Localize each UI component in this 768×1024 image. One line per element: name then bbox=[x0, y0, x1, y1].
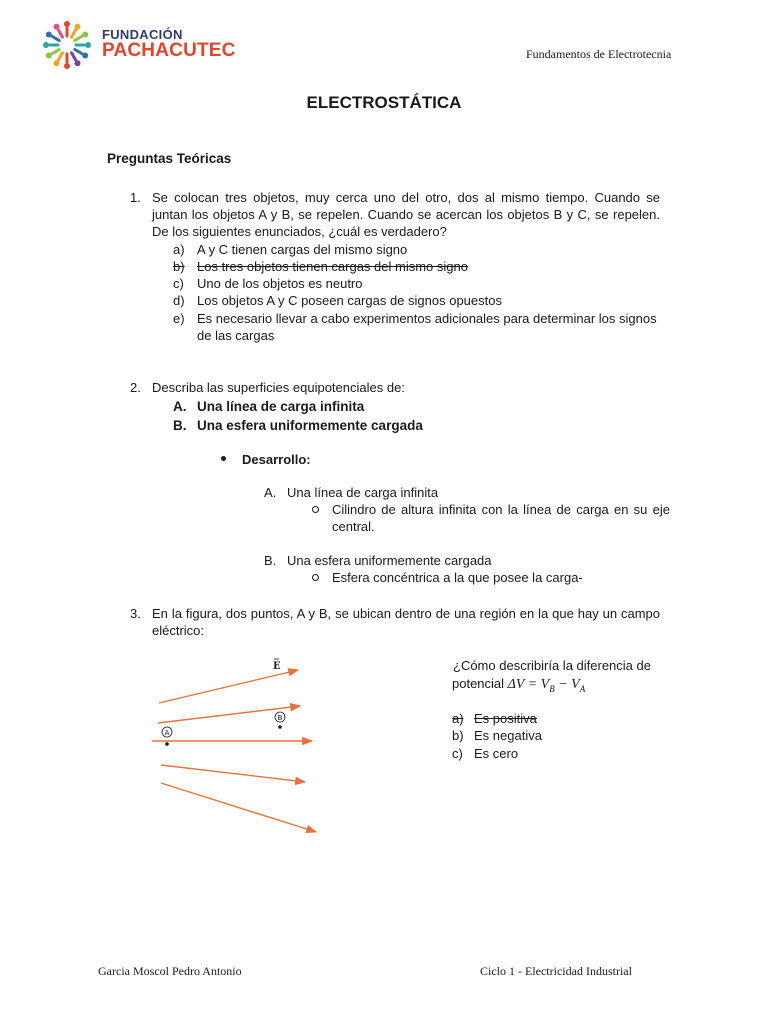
q1-number: 1. bbox=[130, 190, 141, 205]
q2-item-a-letter: A. bbox=[173, 399, 187, 414]
q2-item-b-letter: B. bbox=[173, 418, 187, 433]
point-b-label: B bbox=[277, 714, 283, 722]
field-line bbox=[159, 670, 298, 703]
dev-a-sub: Cilindro de altura infinita con la línea de carga en su eje central. bbox=[332, 502, 670, 534]
q3-option-a-letter: a) bbox=[452, 711, 464, 726]
q1-option-a-letter: a) bbox=[173, 242, 185, 257]
q3-option-c-letter: c) bbox=[452, 746, 463, 761]
q2-number: 2. bbox=[130, 380, 141, 395]
field-line bbox=[161, 783, 316, 832]
q3-option-b-letter: b) bbox=[452, 728, 464, 743]
q1-option-e-text: Es necesario llevar a cabo experimentos adicionales para determinar los signos de las cargas bbox=[197, 311, 657, 343]
q1-option-c-text: Uno de los objetos es neutro bbox=[197, 276, 363, 291]
potential-formula: $\Delta V = V_B - V_A$ bbox=[507, 677, 586, 694]
q3-number: 3. bbox=[130, 606, 141, 621]
q3-option-c-text: Es cero bbox=[474, 746, 519, 761]
electric-field-figure bbox=[150, 650, 330, 840]
q1-option-b-letter: b) bbox=[173, 259, 185, 274]
page-title: ELECTROSTÁTICA bbox=[306, 93, 462, 112]
q1-text: Se colocan tres objetos, muy cerca uno del otro, dos al mismo tiempo. Cuando se juntan los objetos A y B, se repelen. Cuando se acercan los objetos B y C, se repelen. De los siguientes enunciados, ¿cuál es verdadero? bbox=[152, 190, 660, 239]
footer-course-info: Ciclo 1 - Electricidad Industrial bbox=[480, 964, 632, 978]
q1-option-d-text: Los objetos A y C poseen cargas de signos opuestos bbox=[197, 293, 502, 308]
field-label: E bbox=[273, 661, 281, 672]
dev-a-text: Una línea de carga infinita bbox=[287, 485, 439, 500]
dev-b-sub: Esfera concéntrica a la que posee la carga- bbox=[332, 570, 583, 585]
q2-item-b-text: Una esfera uniformemente cargada bbox=[197, 418, 423, 433]
q2-item-a-text: Una línea de carga infinita bbox=[197, 399, 365, 414]
circle-bullet-icon bbox=[312, 574, 319, 581]
q1-option-c-letter: c) bbox=[173, 276, 184, 291]
q1-option-d-letter: d) bbox=[173, 293, 185, 308]
dev-b-text: Una esfera uniformemente cargada bbox=[287, 553, 492, 568]
q3-option-b-text: Es negativa bbox=[474, 728, 542, 743]
q2-text: Describa las superficies equipotenciales de: bbox=[152, 380, 405, 395]
dev-a-letter: A. bbox=[264, 485, 277, 500]
point-a-label: A bbox=[164, 729, 170, 737]
q3-question-line1: ¿Cómo describiría la diferencia de bbox=[453, 658, 651, 673]
logo-text-bottom: PACHACUTEC bbox=[102, 40, 236, 61]
q1-option-b-text: Los tres objetos tienen cargas del mismo signo bbox=[197, 259, 468, 274]
bullet-icon bbox=[221, 456, 226, 461]
q3-question-line2 bbox=[452, 675, 585, 698]
development-label: Desarrollo: bbox=[242, 452, 311, 467]
q1-option-a-text: A y C tienen cargas del mismo signo bbox=[197, 242, 408, 257]
q3-option-a-text: Es positiva bbox=[474, 711, 537, 726]
dev-b-letter: B. bbox=[264, 553, 277, 568]
logo-icon bbox=[40, 18, 94, 72]
field-line bbox=[161, 765, 305, 782]
section-heading: Preguntas Teóricas bbox=[107, 151, 232, 166]
header-course: Fundamentos de Electrotecnia bbox=[526, 47, 672, 61]
q3-question-word: potencial bbox=[452, 676, 505, 691]
logo-text-top: FUNDACIÓN bbox=[102, 27, 183, 42]
q1-option-e-letter: e) bbox=[173, 311, 185, 326]
q3-text: En la figura, dos puntos, A y B, se ubican dentro de una región en la que hay un campo eléctrico: bbox=[152, 606, 660, 638]
circle-bullet-icon bbox=[312, 506, 319, 513]
footer-author: Garcia Moscol Pedro Antonio bbox=[98, 964, 242, 978]
